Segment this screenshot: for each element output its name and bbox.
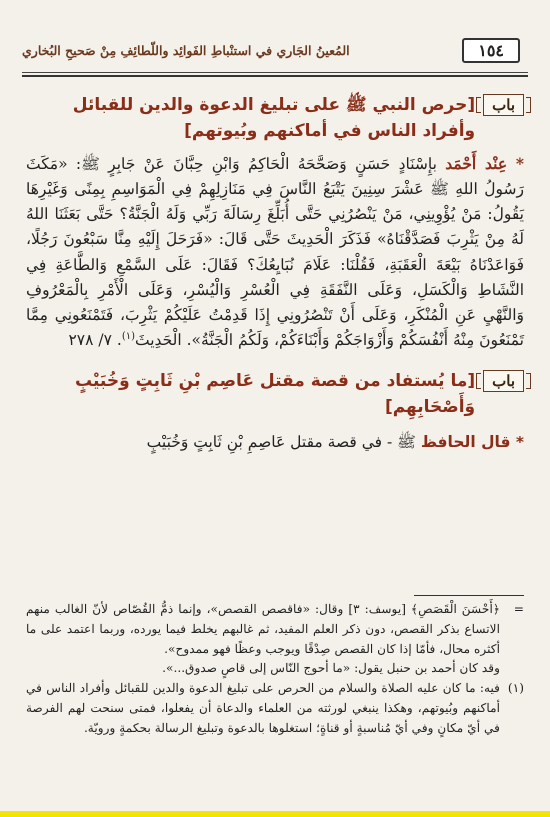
footnote-line: فيه: ما كان عليه الصلاة والسلام من الحرص على تبليغ الدعوة والدين للقبائل وأفراد الناس في أماكنهم وبُيوتهم، وهكذا ينبغي لورثته من العلماء والدعاة أن يفعلوا، فمتى سنحت لهم الفرصة في أيّ مكانٍ وفي أيّ مُناسبةٍ أو قناةٍ؛ استغلوها بالدعوة وتبليغ الرسالة بحكمةٍ ورويّة. <box>26 681 500 735</box>
paragraph-body: ﷺ - في قصة مقتل عَاصِمِ بْنِ ثَابِتٍ وَخُبَيْبٍ <box>146 433 421 452</box>
footnote <box>26 679 524 738</box>
section-heading-2 <box>26 368 524 421</box>
footnote-ref: (١) <box>121 331 135 343</box>
header-rule-thick <box>22 75 528 77</box>
footnote-line: وقد كان أحمد بن حنبل يقول: «ما أحوج النّاس إلى قاصٍ صدوق...». <box>162 661 500 676</box>
hadith-paragraph <box>26 151 524 354</box>
section2-paragraph <box>26 430 524 455</box>
footnote-mark: = <box>513 602 524 616</box>
footnote-separator <box>414 595 524 596</box>
section-heading-1 <box>26 92 524 145</box>
section-title: [حرص النبي ﷺ على تبليغ الدعوة والدين للقبائل وأفراد الناس في أماكنهم وبُيوتهم] <box>72 95 476 142</box>
paragraph-lead: * قال الحافظ <box>420 433 524 452</box>
footnote-line: ﴿أَحْسَنَ الْقَصَصِ﴾ [يوسف: ٣] وقال: «فاقصص القصص»، وإنما ذمُّ القُصّاص لأنّ الغالب منهم الاتساع بذكر القصص، دون ذكر العلم المفيد، ثم غالبهم يخلط فيما يورده، وربما اعتمد على ما أكثره محال، فأمّا إذا كان القصص صِدْقًا ويوجب وعظًا فهو ممدوح». <box>26 602 500 656</box>
main-text <box>26 92 524 471</box>
bottom-highlight-band <box>0 811 550 817</box>
paragraph-lead: * عِنْد أَحْمَد <box>445 153 524 173</box>
bab-label-box: باب <box>483 94 524 116</box>
page-number: ١٥٤ <box>462 38 520 63</box>
source-reference: . ٧/ ٢٧٨ <box>68 331 122 350</box>
header-rule <box>22 72 528 73</box>
footnotes <box>26 600 524 738</box>
bab-label-box: باب <box>483 370 524 392</box>
paragraph-body: بإِسْنَادٍ حَسَنٍ وَصَحَّحَهُ الْحَاكِمُ وَابْنِ حِبَّانَ عَنْ جَابِرٍ ﷺ: «مَكَثَ رَسُولُ اللهِ ﷺ عَشْرَ سِنِينَ يَتْبَعُ النَّاسَ فِي مَنَازِلِهِمْ فِي الْمَوَاسِمِ بِمِنًى وَغَيْرِهَا يَقُولُ: مَنْ يُؤْوِينِي، مَنْ يَنْصُرُنِي حَتَّى أُبَلِّغَ رِسَالَةَ رَبِّي وَلَهُ الْجَنَّةُ؟ حَتَّى بَعَثَنَا اللهُ لَهُ مِنْ يَثْرِبَ فَصَدَّقْنَاهُ» فَذَكَرَ الْحَدِيثَ حَتَّى قَالَ: «فَرَحَلَ إِلَيْهِ مِنَّا سَبْعُونَ رَجُلًا، فَوَاعَدْنَاهُ بَيْعَةَ الْعَقَبَةِ، فَقُلْنَا: عَلَامَ نُبَايِعُكَ؟ فَقَالَ: عَلَى السَّمْعِ وَالطَّاعَةِ فِي النَّشَاطِ وَالْكَسَلِ، وَعَلَى النَّفَقَةِ فِي الْعُسْرِ وَالْيُسْرِ، وَعَلَى الْأَمْرِ بِالْمَعْرُوفِ وَالنَّهْيِ عَنِ الْمُنْكَرِ، وَعَلَى أَنْ تَنْصُرُونِي إِذَا قَدِمْتُ عَلَيْكُمْ يَثْرِبَ، فَتَمْنَعُونِي مِمَّا تَمْنَعُونَ مِنْهُ أَنْفُسَكُمْ وَأَزْوَاجَكُمْ وَأَبْنَاءَكُمْ، وَلَكُمُ الْجَنَّةُ». الْحَدِيثَ <box>26 154 524 350</box>
section-title: [ما يُستفاد من قصة مقتل عَاصِم بْنِ ثَابِتٍ وَخُبَيْبٍ وَأَصْحَابِهِم] <box>74 370 476 418</box>
footnote-mark: (١) <box>507 681 524 696</box>
running-header <box>22 30 528 70</box>
footnote <box>26 600 524 679</box>
running-header-title: المُعينُ الجَاري في استنْباطِ الفَوائِد واللّطائِفِ مِنْ صَحيحِ البُخاري <box>22 42 350 58</box>
